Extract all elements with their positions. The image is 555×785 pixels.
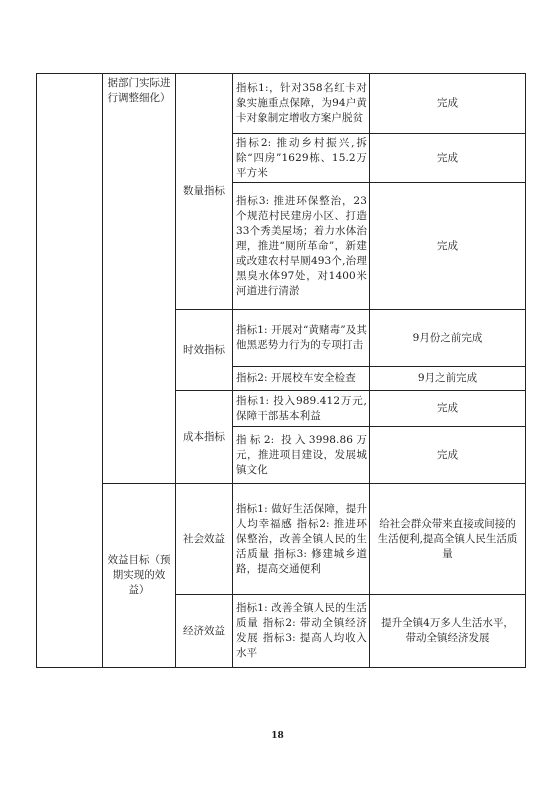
- left-blank-cell: [37, 74, 103, 668]
- quantity-label: 数量指标: [176, 74, 233, 310]
- indicator-cell: 指标3: 推进环保整治，23个规范村民建房小区、打造33个秀美屋场；着力水体治理，推进“厕所革命”，新建或改建农村旱厕493个,治理黑臭水体97处，对1400米河道进行清淤: [233, 183, 370, 310]
- result-cell: 提升全镇4万多人生活水平，带动全镇经济发展: [370, 595, 526, 668]
- indicator-cell: 指标2: 开展校车安全检查: [233, 367, 370, 391]
- page-number: 18: [271, 731, 284, 741]
- result-cell: 完成: [370, 427, 526, 484]
- indicator-cell: 指标1: 改善全镇人民的生活质量 指标2: 带动全镇经济发展 指标3: 提高人均收入水平: [233, 595, 370, 668]
- indicator-cell: 指标1: 开展对“黄赌毒”及其他黑恶势力行为的专项打击: [233, 310, 370, 367]
- cost-label: 成本指标: [176, 391, 233, 484]
- result-cell: 9月之前完成: [370, 367, 526, 391]
- table-row: [37, 484, 526, 595]
- social-benefit-label: 社会效益: [176, 484, 233, 595]
- indicator-cell: 指标1:，针对358名红卡对象实施重点保障，为94户黄卡对象制定增收方案户脱贫: [233, 74, 370, 134]
- result-cell: 给社会群众带来直接或间接的生活便利,提高全镇人民生活质量: [370, 484, 526, 595]
- economic-benefit-label: 经济效益: [176, 595, 233, 668]
- table-row: [37, 74, 526, 134]
- result-cell: 9月份之前完成: [370, 310, 526, 367]
- indicator-cell: 指标1: 投入989.412万元,保障干部基本利益: [233, 391, 370, 427]
- result-cell: 完成: [370, 74, 526, 134]
- indicator-cell: 指标2: 投入3998.86万元，推进项目建设，发展城镇文化: [233, 427, 370, 484]
- benefit-target-cell: 效益目标（预期实现的效益）: [103, 484, 176, 668]
- output-target-note: 据部门实际进行调整细化）: [107, 77, 171, 104]
- indicator-cell: 指标1: 做好生活保障，提升人均幸福感 指标2: 推进环保整治，改善全镇人民的生活质量 指标3: 修建城乡道路，提高交通便利: [233, 484, 370, 595]
- performance-indicator-table: [36, 73, 526, 668]
- result-cell: 完成: [370, 183, 526, 310]
- result-cell: 完成: [370, 134, 526, 183]
- indicator-cell: 指标2: 推动乡村振兴,拆除“四房”1629栋、15.2万平方米: [233, 134, 370, 183]
- output-target-cell: [103, 74, 176, 484]
- timeliness-label: 时效指标: [176, 310, 233, 391]
- result-cell: 完成: [370, 391, 526, 427]
